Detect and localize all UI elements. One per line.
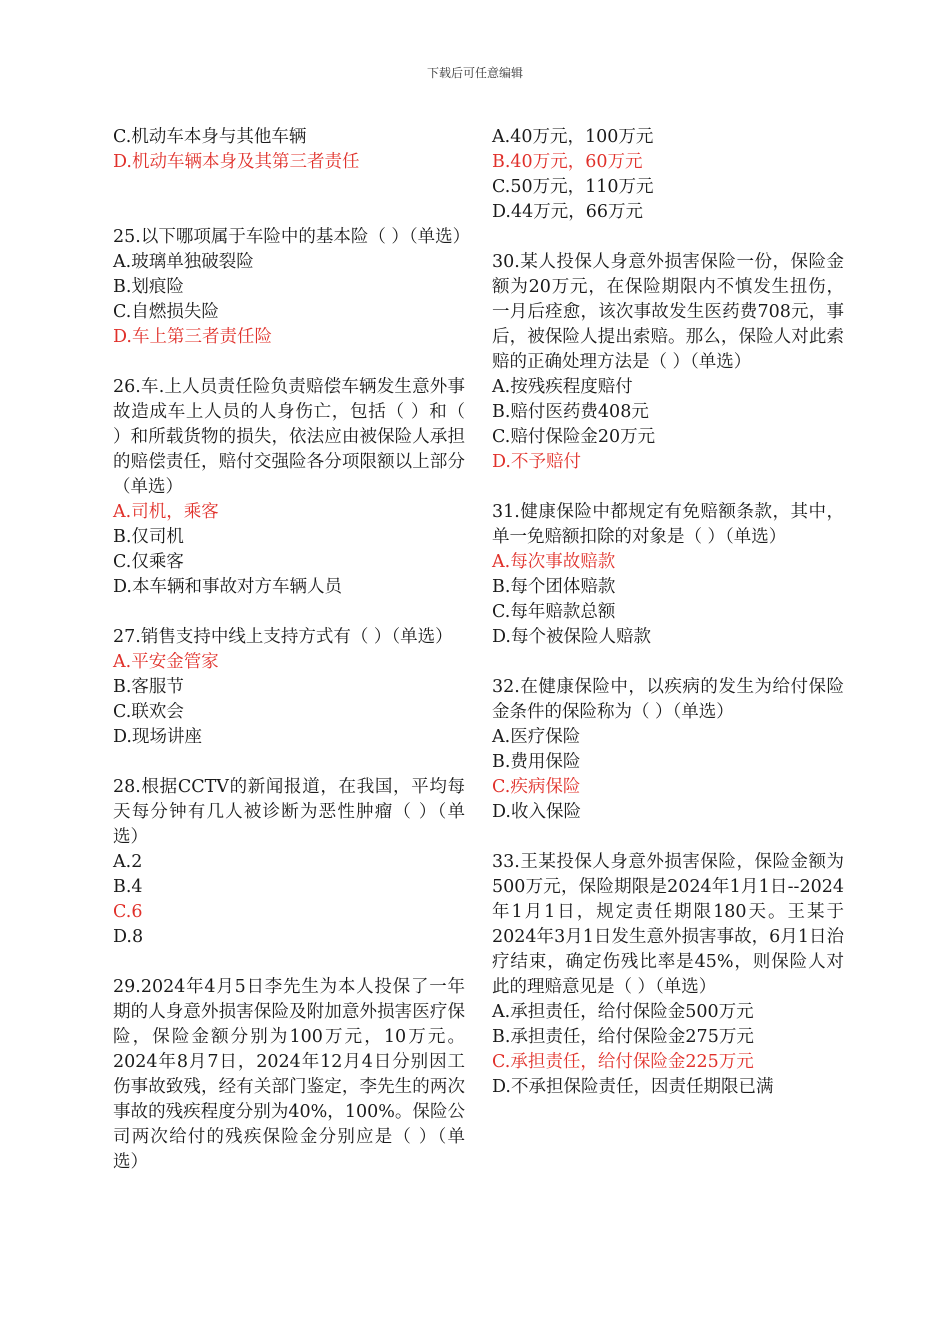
option: C.自燃损失险 [113,302,219,322]
question-28 [113,775,465,950]
question-stem: 31.健康保险中都规定有免赔额条款，其中，单一免赔额扣除的对象是（ ）（单选） [492,502,844,547]
option: B.费用保险 [492,752,581,772]
left-continuation [113,125,465,175]
option: C.赔付保险金20万元 [492,427,656,447]
question-30 [492,250,844,475]
option-correct: D.不予赔付 [492,452,581,472]
question-27 [113,625,465,750]
question-31 [492,500,844,650]
option: C.每年赔款总额 [492,602,616,622]
option: C.联欢会 [113,702,184,722]
option-correct: A.每次事故赔款 [492,552,616,572]
question-29 [113,975,465,1175]
option-correct: C.承担责任，给付保险金225万元 [492,1052,754,1072]
question-stem: 27.销售支持中线上支持方式有（ ）（单选） [113,627,453,647]
option: B.承担责任，给付保险金275万元 [492,1027,754,1047]
option: D.每个被保险人赔款 [492,627,651,647]
option: B.赔付医药费408元 [492,402,649,422]
option-correct: A.平安金管家 [113,652,219,672]
question-stem: 28.根据CCTV的新闻报道，在我国，平均每天每分钟有几人被诊断为恶性肿瘤（ ）（单选） [113,777,465,847]
option: C.机动车本身与其他车辆 [113,127,307,147]
option: D.8 [113,927,144,947]
page-header: 下载后可任意编辑 [426,66,523,80]
question-25 [113,225,471,350]
option: D.本车辆和事故对方车辆人员 [113,577,342,597]
option-correct: D.机动车辆本身及其第三者责任 [113,152,360,172]
question-stem: 30.某人投保人身意外损害保险一份，保险金额为20万元，在保险期限内不慎发生扭伤，一月后痊愈，该次事故发生医药费708元，事后，被保险人提出索赔。那么，保险人对此索赔的正确处理方法是（ ）（单选） [492,252,844,372]
question-32 [492,675,844,825]
right-column [492,125,844,1125]
option-correct: A.司机，乘客 [113,502,219,522]
question-stem: 25.以下哪项属于车险中的基本险（ ）（单选） [113,227,471,247]
option: D.现场讲座 [113,727,202,747]
question-stem: 33.王某投保人身意外损害保险，保险金额为500万元，保险期限是2024年1月1日--2024年1月1日，规定责任期限180天。王某于2024年3月1日发生意外损害事故，6月1日治疗结束，确定伤残比率是45%，则保险人对此的理赔意见是（ ）（单选） [492,852,844,997]
option: B.4 [113,877,143,897]
question-33 [492,850,844,1100]
option: A.2 [113,852,143,872]
option: C.50万元，110万元 [492,177,654,197]
option-correct: B.40万元，60万元 [492,152,643,172]
option: D.不承担保险责任，因责任期限已满 [492,1077,774,1097]
option: D.44万元，66万元 [492,202,644,222]
option: A.承担责任，给付保险金500万元 [492,1002,754,1022]
option: B.划痕险 [113,277,184,297]
question-stem: 29.2024年4月5日李先生为本人投保了一年期的人身意外损害保险及附加意外损害医疗保险，保险金额分别为100万元，10万元。2024年8月7日，2024年12月4日分别因工伤事故致残，经有关部门鉴定，李先生的两次事故的残疾程度分别为40%，100%。保险公司两次给付的残疾保险金分别应是（ ）（单选） [113,977,465,1172]
option-correct: D.车上第三者责任险 [113,327,272,347]
option: A.医疗保险 [492,727,581,747]
left-column [113,125,471,1200]
option: B.仅司机 [113,527,184,547]
option: B.客服节 [113,677,184,697]
question-stem: 32.在健康保险中，以疾病的发生为给付保险金条件的保险称为（ ）（单选） [492,677,844,722]
option: C.仅乘客 [113,552,184,572]
option: A.玻璃单独破裂险 [113,252,254,272]
option-correct: C.6 [113,902,143,922]
option: A.40万元，100万元 [492,127,654,147]
question-stem: 26.车.上人员责任险负责赔偿车辆发生意外事故造成车上人员的人身伤亡，包括（ ）和（ ）和所载货物的损失，依法应由被保险人承担的赔偿责任，赔付交强险各分项限额以上部分（单选） [113,377,465,497]
option-correct: C.疾病保险 [492,777,581,797]
right-continuation [492,125,844,225]
option: B.每个团体赔款 [492,577,616,597]
option: A.按残疾程度赔付 [492,377,633,397]
question-26 [113,375,465,600]
option: D.收入保险 [492,802,581,822]
